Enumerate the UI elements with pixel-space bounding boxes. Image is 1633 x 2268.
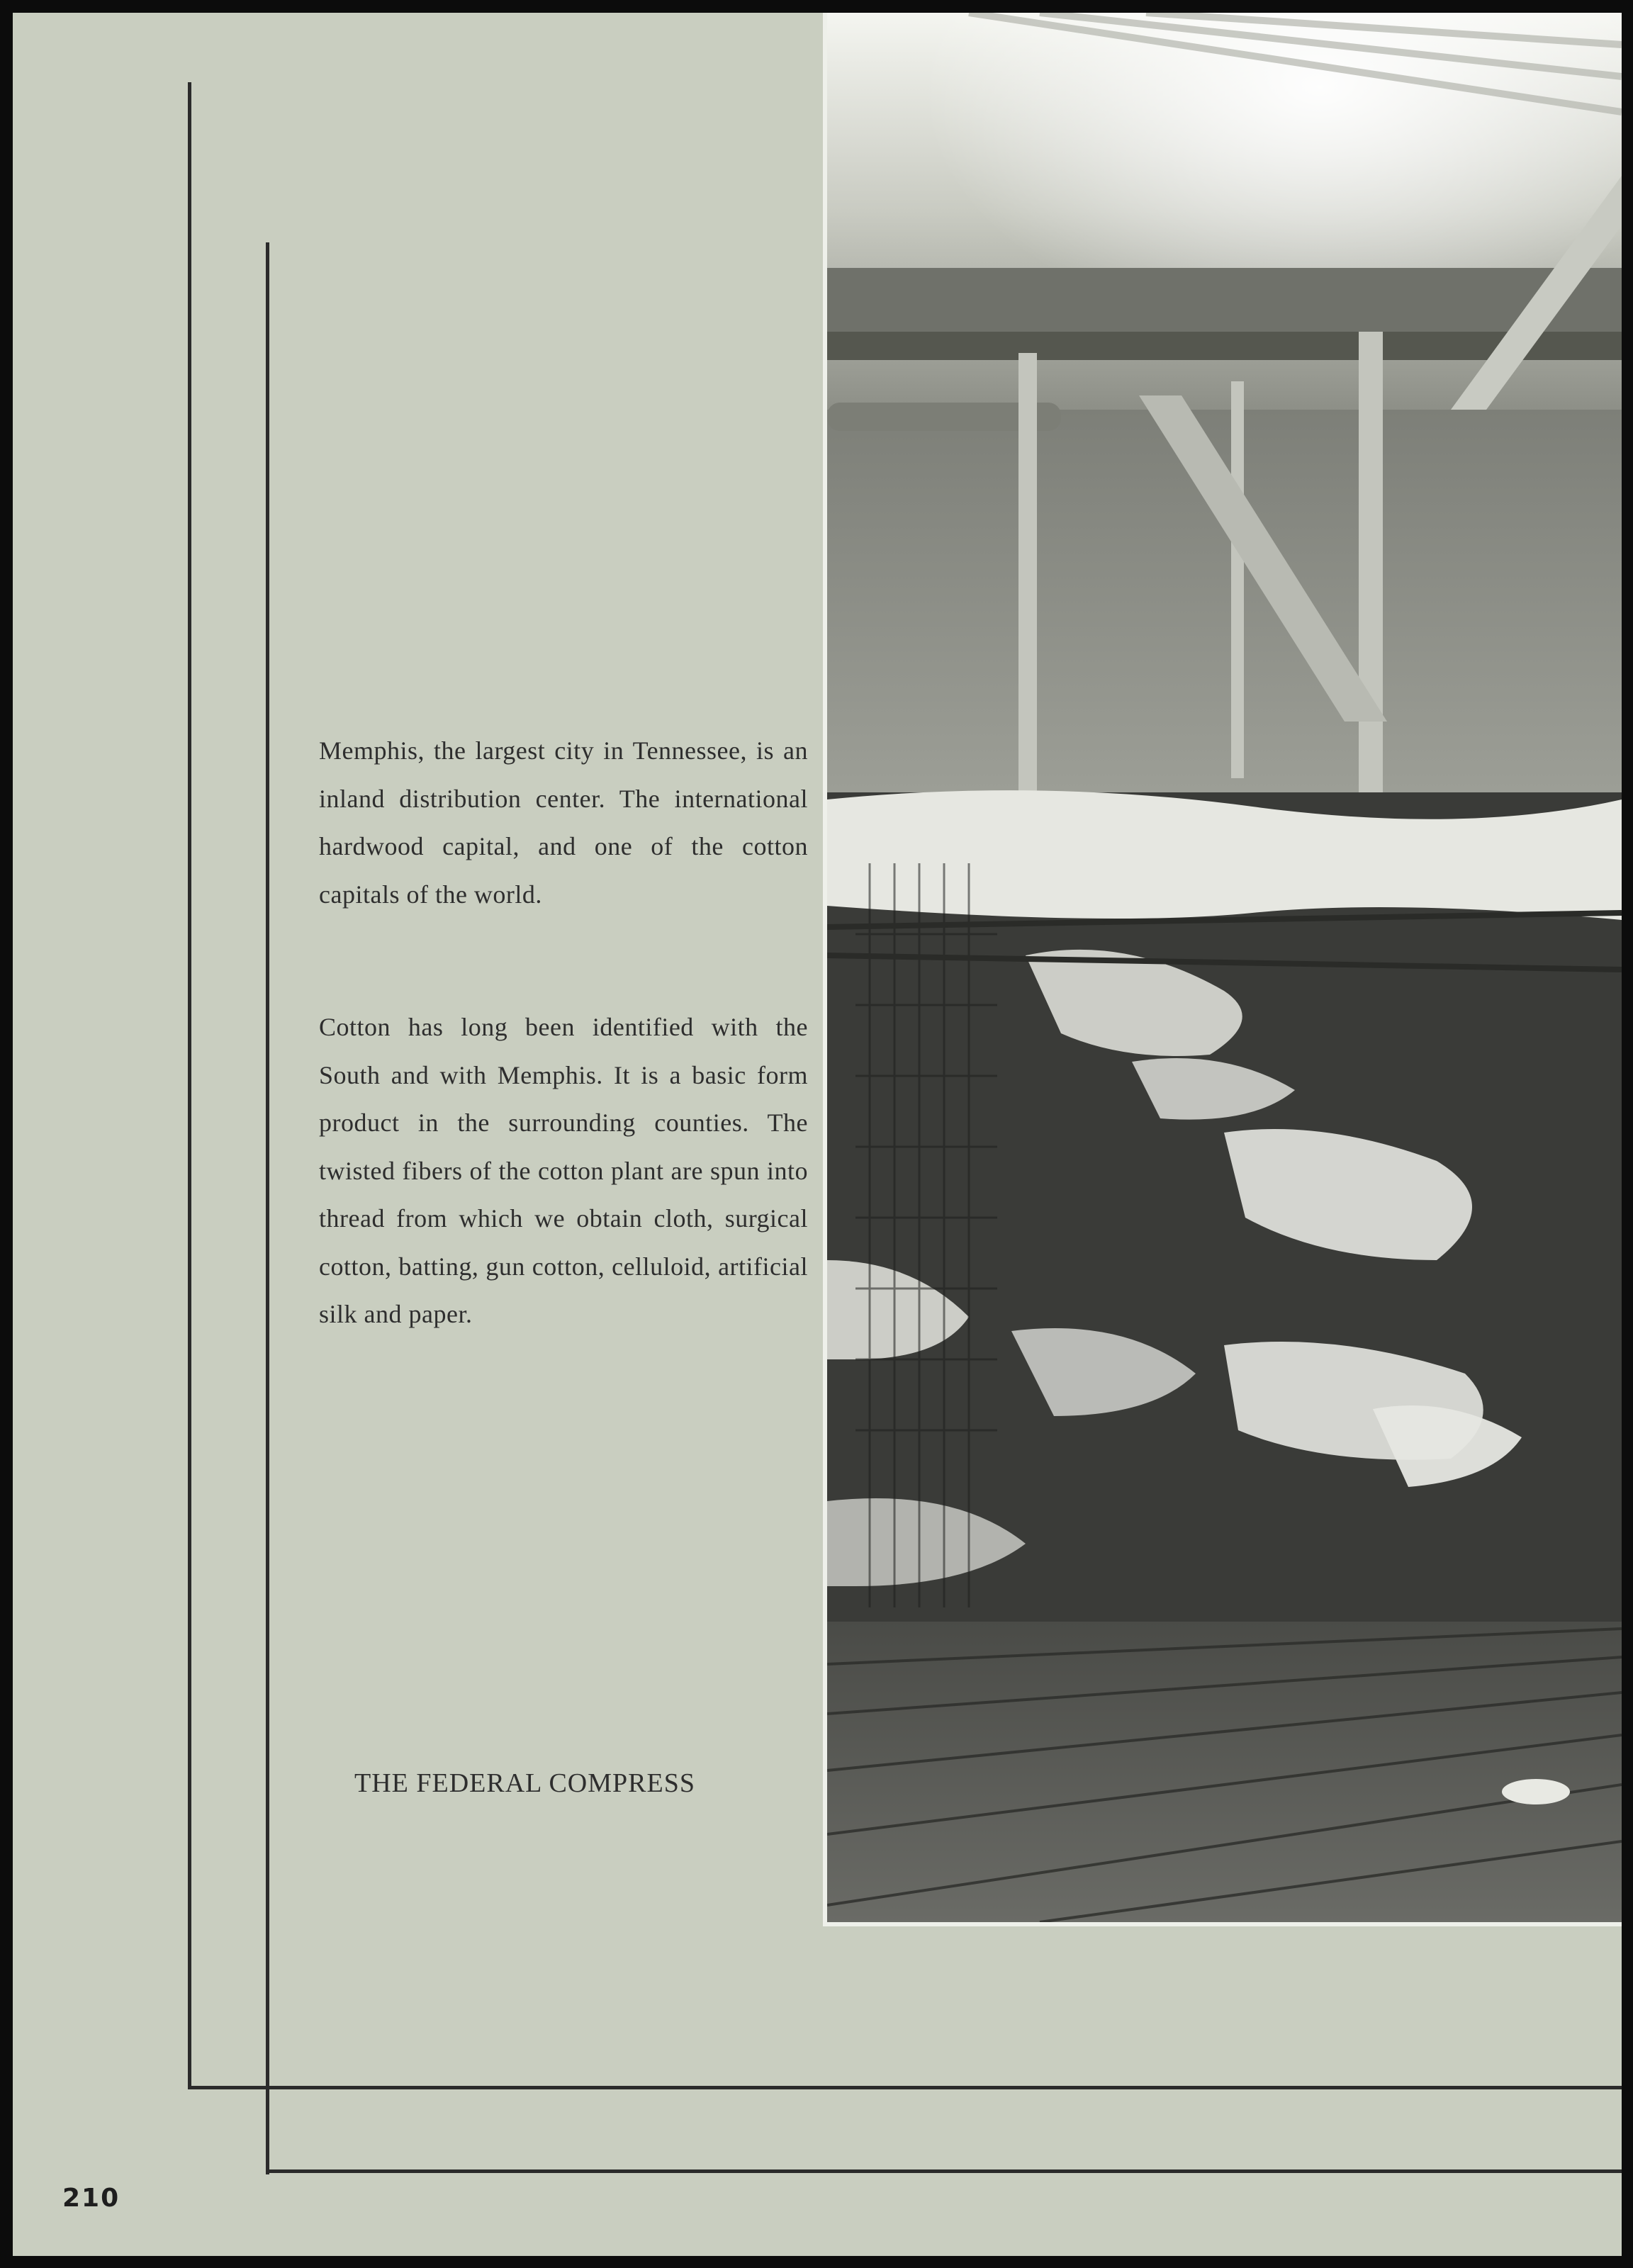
outer-horizontal-rule xyxy=(188,2086,1622,2089)
inner-vertical-rule xyxy=(266,242,269,2174)
intro-paragraph: Memphis, the largest city in Tennessee, is an inland distribution center. The international hardwood capital, and one of the cotton capitals of the world. xyxy=(319,736,808,909)
outer-vertical-rule xyxy=(188,82,191,2089)
cotton-paragraph: Cotton has long been identified with the South and with Memphis. It is a basic form product in the surrounding counties. The twisted fibers of the cotton plant are spun into thread from which we obtain cloth, surgical cotton, batting, gun cotton, celluloid, artificial silk and paper. xyxy=(319,1013,808,1328)
cotton-bales-photo xyxy=(823,13,1622,1926)
yearbook-page xyxy=(13,13,1622,2256)
warehouse-photo-illustration xyxy=(827,13,1622,1922)
photo-caption: THE FEDERAL COMPRESS xyxy=(354,1768,695,1798)
page-number: 210 xyxy=(62,2184,120,2213)
inner-horizontal-rule xyxy=(266,2169,1622,2173)
